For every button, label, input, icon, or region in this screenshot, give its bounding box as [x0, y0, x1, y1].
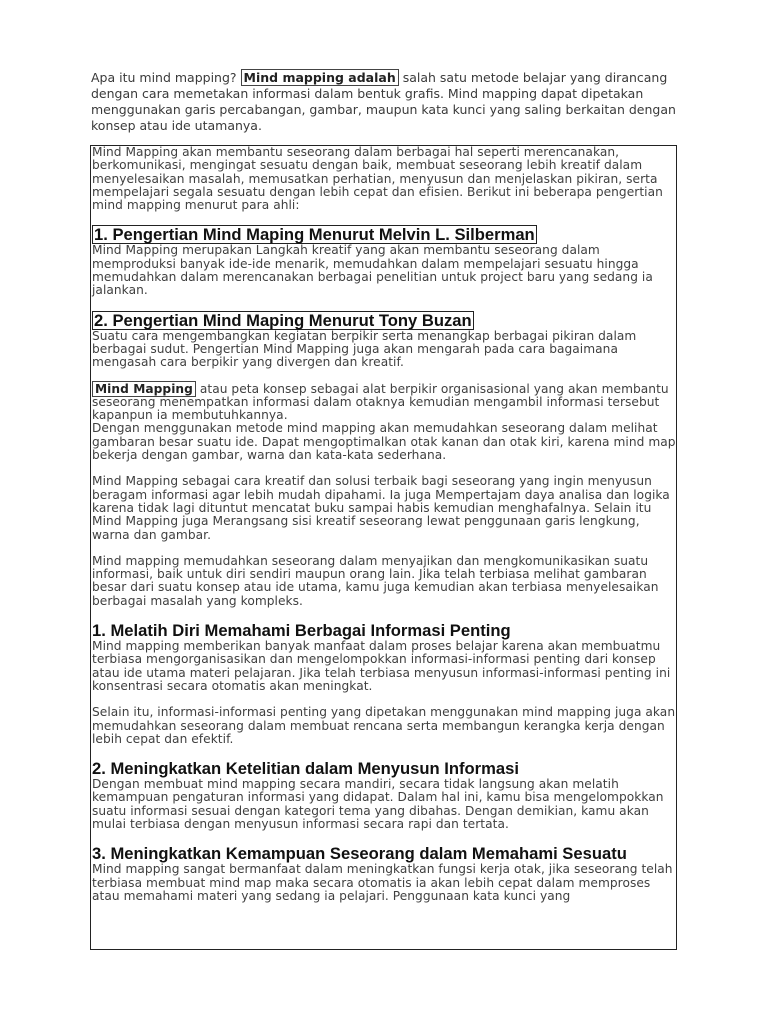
- paragraph-1: Mind Mapping akan membantu seseorang dalam berbagai hal seperti merencanakan, berkomunikasi, mengingat sesuatu dengan baik, membuat seseorang lebih kreatif dalam menyelesaikan masalah, memusatkan perhatian, menyusun dan menjelaskan pikiran, serta mempelajari segala sesuatu dengan lebih cepat dan efisien. Berikut ini beberapa pengertian mind mapping menurut para ahli:: [92, 145, 663, 213]
- heading-silberman: [92, 225, 676, 244]
- paragraph-4: [92, 383, 676, 423]
- content-frame: [90, 145, 677, 950]
- paragraph-4-rest: atau peta konsep sebagai alat berpikir organisasional yang akan membantu seseorang menempatkan informasi dalam otaknya kemudian mengambil informasi tersebut kapanpun ia membutuhkannya.: [92, 381, 669, 423]
- paragraph-5: Dengan menggunakan metode mind mapping akan memudahkan seseorang dalam melihat gambaran besar suatu ide. Dapat mengoptimalkan otak kanan dan otak kiri, karena mind map bekerja dengan gambar, warna dan kata-kata sederhana.: [92, 421, 676, 463]
- paragraph-11: Mind mapping sangat bermanfaat dalam meningkatkan fungsi kerja otak, jika seseorang telah terbiasa membuat mind map maka secara otomatis ia akan lebih cepat dalam memproses atau memahami materi yang sedang ia pelajari. Penggunaan kata kunci yang: [92, 862, 673, 903]
- paragraph-8: Mind mapping memberikan banyak manfaat dalam proses belajar karena akan membuatmu terbiasa mengorganisasikan dan mengelompokkan informasi-informasi penting dari konsep atau ide utama materi pelajaran. Jika telah terbiasa menyusun informasi-informasi penting ini konsentrasi secara otomatis akan meningkat.: [92, 639, 671, 693]
- intro-highlight: Mind mapping adalah: [241, 69, 399, 86]
- heading-buzan: [92, 311, 676, 330]
- paragraph-10: Dengan membuat mind mapping secara mandiri, secara tidak langsung akan melatih kemampuan pengaturan informasi yang didapat. Dalam hal ini, kamu bisa mengelompokkan suatu informasi sesuai dengan kategori tema yang dibahas. Dengan demikian, kamu akan mulai terbiasa dengan menyusun informasi secara rapi dan tertata.: [92, 777, 664, 831]
- paragraph-6: Mind Mapping sebagai cara kreatif dan solusi terbaik bagi seseorang yang ingin menyusun beragam informasi agar lebih mudah dipahami. Ia juga Mempertajam daya analisa dan logika karena tidak lagi dituntut mencatat buku sampai habis kemudian menghafalnya. Selain itu Mind Mapping juga Merangsang sisi kreatif seseorang lewat penggunaan garis lengkung, warna dan gambar.: [92, 474, 670, 542]
- intro-after: salah satu metode belajar yang dirancang dengan cara memetakan informasi dalam bentuk grafis. Mind mapping dapat dipetakan menggunakan garis percabangan, gambar, maupun kata kunci yang saling berkaitan dengan konsep atau ide utamanya.: [91, 70, 676, 133]
- paragraph-2: Mind Mapping merupakan Langkah kreatif yang akan membantu seseorang dalam memproduksi banyak ide-ide menarik, memudahkan dalam mempelajari sesuatu hingga memudahkan dalam merencanakan berbagai penelitian untuk project baru yang sedang ia jalankan.: [92, 243, 653, 298]
- intro-before: Apa itu mind mapping?: [91, 70, 241, 85]
- heading-benefit-2: 2. Meningkatkan Ketelitian dalam Menyusun Informasi: [92, 759, 519, 779]
- heading-buzan-text: 2. Pengertian Mind Maping Menurut Tony Buzan: [94, 310, 472, 330]
- paragraph-7: Mind mapping memudahkan seseorang dalam menyajikan dan mengkomunikasikan suatu informasi, baik untuk diri sendiri maupun orang lain. Jika telah terbiasa melihat gambaran besar dari suatu konsep atau ide utama, kamu juga kemudian akan terbiasa menyelesaikan berbagai masalah yang kompleks.: [92, 553, 659, 608]
- intro-paragraph: [91, 70, 691, 134]
- paragraph-4-highlight: Mind Mapping: [92, 381, 196, 397]
- heading-benefit-1: 1. Melatih Diri Memahami Berbagai Informasi Penting: [92, 621, 511, 641]
- heading-benefit-3: 3. Meningkatkan Kemampuan Seseorang dalam Memahami Sesuatu: [92, 844, 627, 864]
- paragraph-3: Suatu cara mengembangkan kegiatan berpikir serta menangkap berbagai pikiran dalam berbagai sudut. Pengertian Mind Mapping juga akan mengarah pada cara bagaimana mengasah cara berpikir yang divergen dan kreatif.: [92, 328, 637, 370]
- paragraph-9: Selain itu, informasi-informasi penting yang dipetakan menggunakan mind mapping juga akan memudahkan seseorang dalam membuat rencana serta membangun kerangka kerja dengan lebih cepat dan efektif.: [92, 705, 676, 746]
- heading-silberman-text: 1. Pengertian Mind Maping Menurut Melvin L. Silberman: [94, 225, 535, 245]
